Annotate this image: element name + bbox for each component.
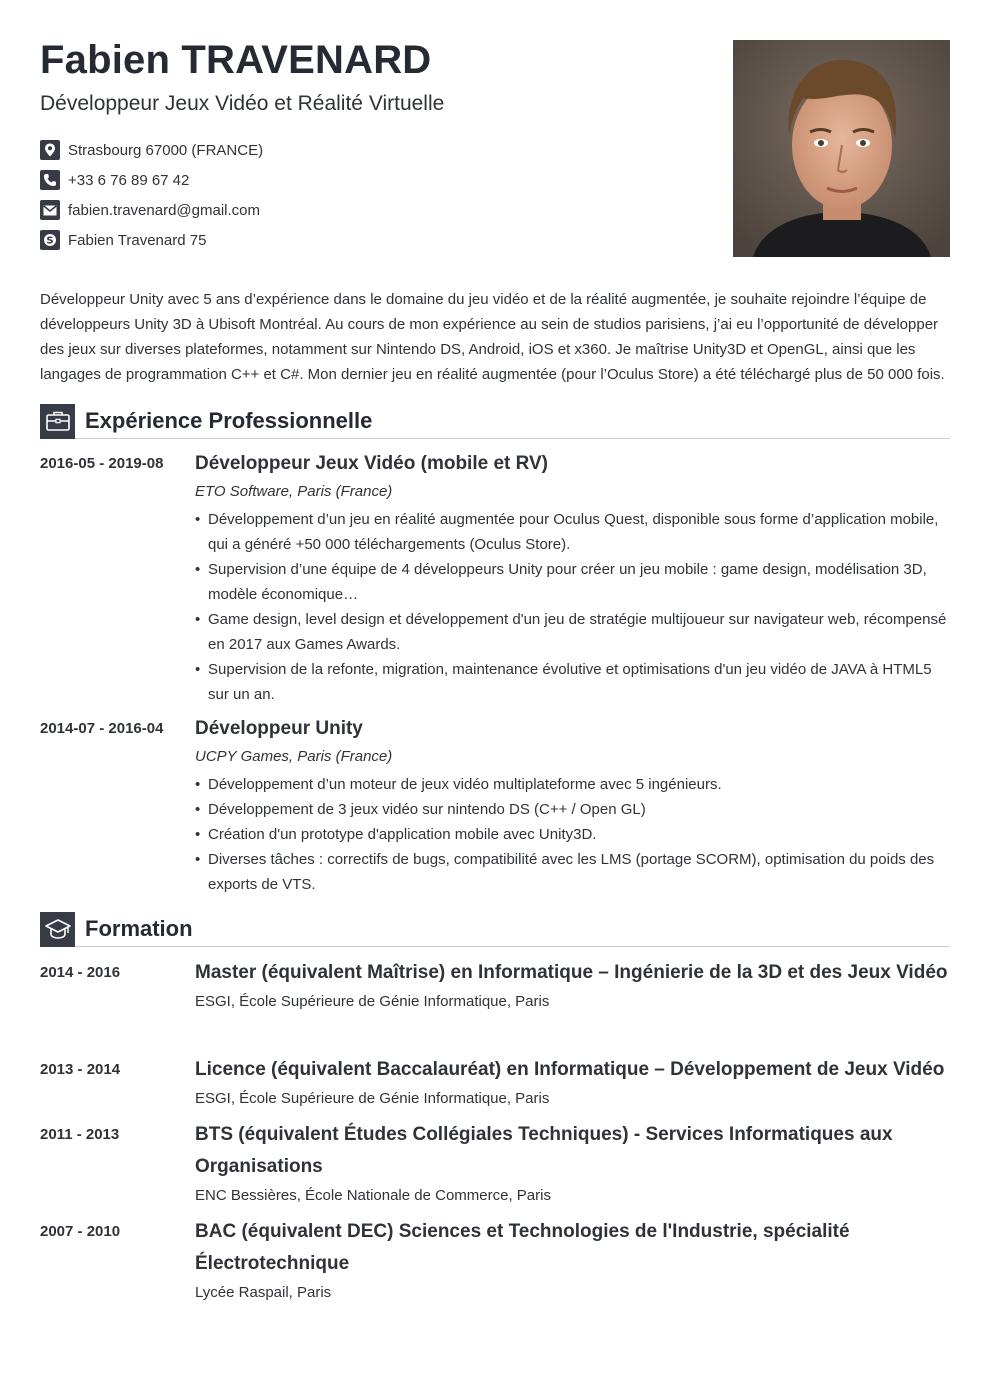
bullet-item: • Création d'un prototype d'application mobile avec Unity3D. [195,822,952,847]
experience-section-header [40,404,950,439]
education-title: BTS (équivalent Études Collégiales Techniques) - Services Informatiques aux Organisations [195,1124,893,1177]
education-date: 2011 - 2013 [40,1126,120,1143]
bullet-item: • Développement d’un moteur de jeux vidéo multiplateforme avec 5 ingénieurs. [195,772,952,797]
education-title: Licence (équivalent Baccalauréat) en Informatique – Développement de Jeux Vidéo [195,1059,945,1080]
experience-body [195,453,952,707]
education-school: Lycée Raspail, Paris [195,1284,332,1301]
experience-title: Développeur Unity [195,718,363,739]
bullet-item: • Supervision de la refonte, migration, maintenance évolutive et optimisations d'un jeu vidéo de JAVA à HTML5 sur un an. [195,657,952,707]
contact-list [40,135,700,255]
skype-icon [40,230,60,250]
bullet-item: • Game design, level design et développement d'un jeu de stratégie multijoueur sur navigateur web, récompensé en 2017 aux Games Awards. [195,607,952,657]
experience-bullets [195,507,952,707]
contact-location [40,135,700,165]
education-date: 2014 - 2016 [40,964,121,981]
education-title: Master (équivalent Maîtrise) en Informatique – Ingénierie de la 3D et des Jeux Vidéo [195,962,948,983]
education-school: ENC Bessières, École Nationale de Commerce, Paris [195,1187,551,1204]
experience-date: 2016-05 - 2019-08 [40,455,164,472]
candidate-name: Fabien TRAVENARD [40,38,432,82]
contact-phone-text: +33 6 76 89 67 42 [68,171,190,189]
location-pin-icon [40,140,60,160]
education-date: 2013 - 2014 [40,1061,121,1078]
briefcase-icon [40,404,75,439]
experience-title: Développeur Jeux Vidéo (mobile et RV) [195,453,549,474]
experience-bullets [195,772,952,897]
contact-email [40,195,700,225]
education-school: ESGI, École Supérieure de Génie Informatique, Paris [195,993,550,1010]
svg-text:S: S [46,235,54,247]
experience-date: 2014-07 - 2016-04 [40,720,164,737]
phone-icon [40,170,60,190]
experience-company: ETO Software, Paris (France) [195,483,393,500]
resume-header [40,38,700,255]
education-date: 2007 - 2010 [40,1223,121,1240]
contact-phone [40,165,700,195]
contact-skype-text: Fabien Travenard 75 [68,231,207,249]
education-body [195,962,952,1012]
education-school: ESGI, École Supérieure de Génie Informatique, Paris [195,1090,550,1107]
experience-section-title: Expérience Professionnelle [85,408,373,433]
experience-company: UCPY Games, Paris (France) [195,748,393,765]
bullet-item: • Développement d’un jeu en réalité augmentée pour Oculus Quest, disponible sous forme d’application mobile, qui a généré +50 000 téléchargements (Oculus Store). [195,507,952,557]
email-icon [40,200,60,220]
education-body [195,1059,952,1109]
bullet-item: • Supervision d’une équipe de 4 développeurs Unity pour créer un jeu mobile : game design, modélisation 3D, modèle économique… [195,557,952,607]
education-title: BAC (équivalent DEC) Sciences et Technologies de l'Industrie, spécialité Électrotechnique [195,1221,850,1274]
contact-location-text: Strasbourg 67000 (FRANCE) [68,141,264,159]
education-section-header [40,912,950,947]
bullet-item: • Développement de 3 jeux vidéo sur nintendo DS (C++ / Open GL) [195,797,952,822]
contact-skype [40,225,700,255]
graduation-cap-icon [40,912,75,947]
contact-email-text: fabien.travenard@gmail.com [68,201,260,219]
job-title-headline: Développeur Jeux Vidéo et Réalité Virtuelle [40,92,445,115]
education-section-title: Formation [85,916,193,941]
experience-body [195,718,952,897]
profile-summary: Développeur Unity avec 5 ans d’expérience dans le domaine du jeu vidéo et de la réalité augmentée, je souhaite rejoindre l’équipe de développeurs Unity 3D à Ubisoft Montréal. Au cours de mon expérience au sein de studios parisiens, j’ai eu l’opportunité de développer des jeux sur diverses plateformes, notamment sur Nintendo DS, Android, iOS et x360. Je maîtrise Unity3D et OpenGL, ainsi que les langages de programmation C++ et C#. Mon dernier jeu en réalité augmentée (pour l’Oculus Store) a été téléchargé plus de 50 000 fois. [40,291,945,383]
education-body [195,1124,952,1206]
profile-photo [733,40,950,257]
bullet-item: • Diverses tâches : correctifs de bugs, compatibilité avec les LMS (portage SCORM), optimisation du poids des exports de VTS. [195,847,952,897]
education-body [195,1221,952,1303]
